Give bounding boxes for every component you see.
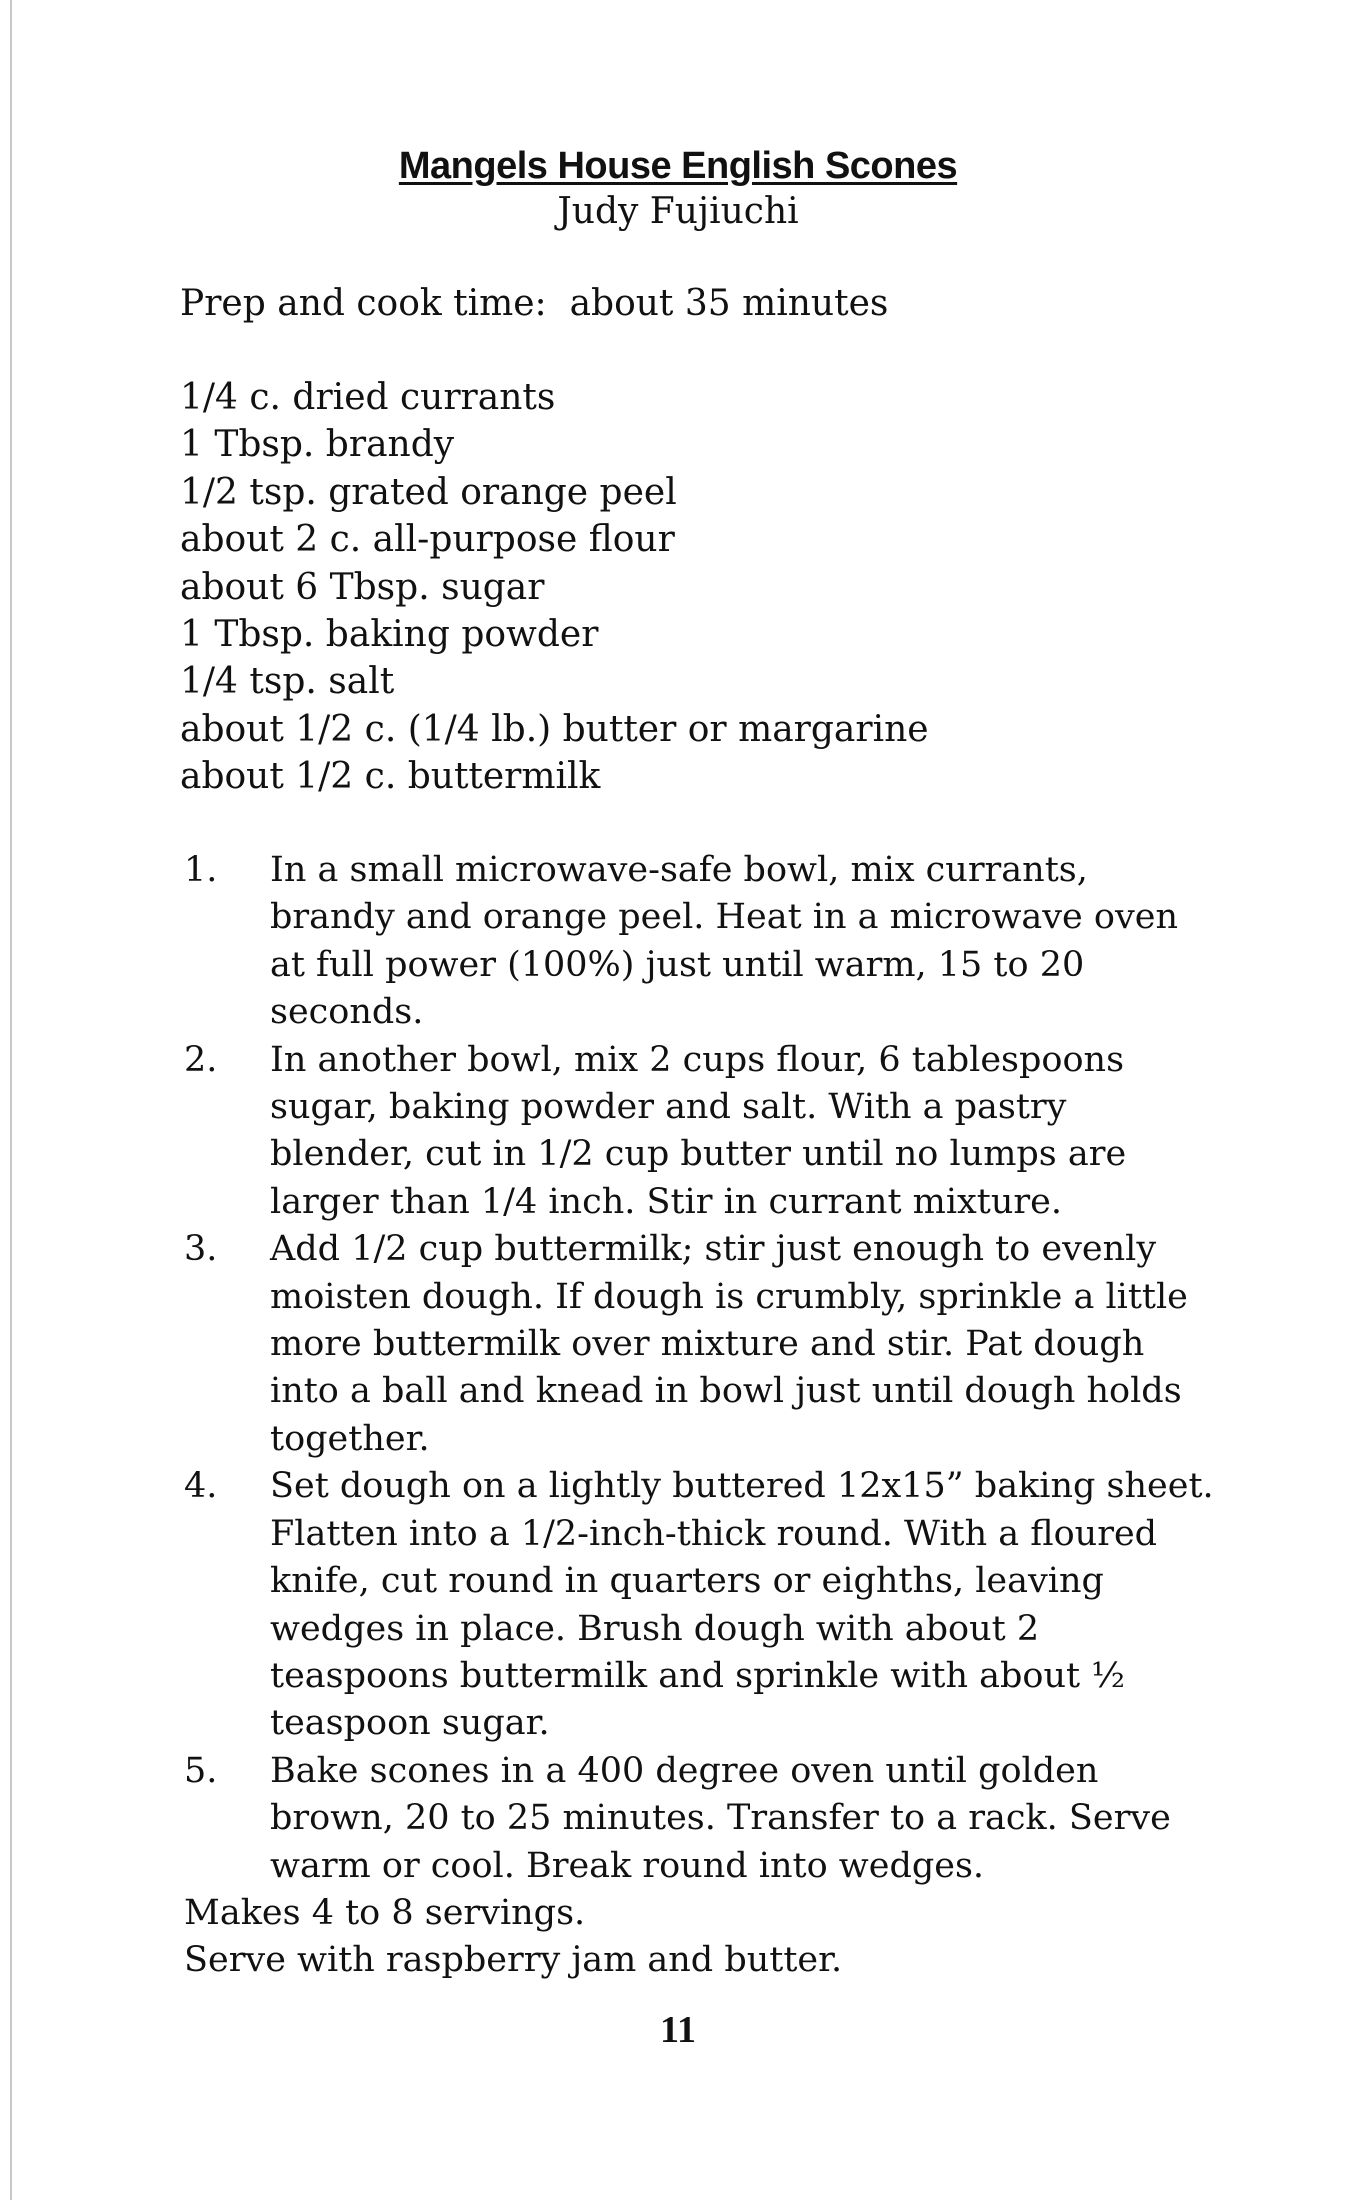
instruction-list [180, 847, 1220, 1890]
ingredient-item: 1/2 tsp. grated orange peel [180, 471, 677, 513]
page-edge-shadow [10, 0, 12, 2200]
ingredient-item: about 2 c. all-purpose flour [180, 519, 675, 561]
instruction-step [180, 847, 1220, 1037]
step-text: Bake scones in a 400 degree oven until golden brown, 20 to 25 minutes. Transfer to a rack. Serve warm or cool. Break round into wedges. [270, 1750, 1171, 1886]
recipe-title: Mangels House English Scones [398, 145, 958, 187]
ingredient-item: about 6 Tbsp. sugar [180, 566, 545, 608]
ingredient-item: about 1/2 c. buttermilk [180, 756, 601, 798]
ingredient-item: 1 Tbsp. baking powder [180, 613, 599, 655]
instruction-step [180, 1748, 1220, 1890]
recipe-author: Judy Fujiuchi [557, 191, 799, 232]
ingredient-item: 1/4 tsp. salt [180, 661, 395, 703]
step-text: In a small microwave-safe bowl, mix currants, brandy and orange peel. Heat in a microwave oven at full power (100%) just until warm, 15 to 20 seconds. [270, 850, 1178, 1033]
step-number: 1. [184, 850, 218, 890]
step-text: Add 1/2 cup buttermilk; stir just enough to evenly moisten dough. If dough is crumbly, sprinkle a little more buttermilk over mixture and stir. Pat dough into a ball and knead in bowl just until dough holds together. [270, 1229, 1188, 1459]
step-number: 2. [184, 1039, 218, 1080]
recipe-yield: Makes 4 to 8 servings. [184, 1893, 586, 1933]
step-number: 4. [184, 1466, 218, 1507]
instruction-step [180, 1037, 1220, 1227]
step-text: Set dough on a lightly buttered 12x15” baking sheet. Flatten into a 1/2-inch-thick round. With a floured knife, cut round in quarters or eighths, leaving wedges in place. Brush dough with about 2 teaspoons buttermilk and sprinkle with about ½ teaspoon sugar. [270, 1466, 1214, 1744]
ingredient-list [180, 374, 929, 801]
prep-time: Prep and cook time: about 35 minutes [180, 283, 889, 324]
page-number: 11 [660, 2009, 696, 2051]
ingredient-item: about 1/2 c. (1/4 lb.) butter or margarine [180, 708, 929, 750]
step-number: 3. [184, 1229, 218, 1270]
ingredient-item: 1 Tbsp. brandy [180, 424, 455, 466]
ingredient-item: 1/4 c. dried currants [180, 377, 556, 418]
instruction-step [180, 1226, 1220, 1463]
instruction-step [180, 1463, 1220, 1747]
step-number: 5. [184, 1750, 218, 1791]
serving-suggestion: Serve with raspberry jam and butter. [184, 1940, 843, 1980]
step-text: In another bowl, mix 2 cups flour, 6 tablespoons sugar, baking powder and salt. With a pastry blender, cut in 1/2 cup butter until no lumps are larger than 1/4 inch. Stir in currant mixture. [270, 1039, 1127, 1222]
